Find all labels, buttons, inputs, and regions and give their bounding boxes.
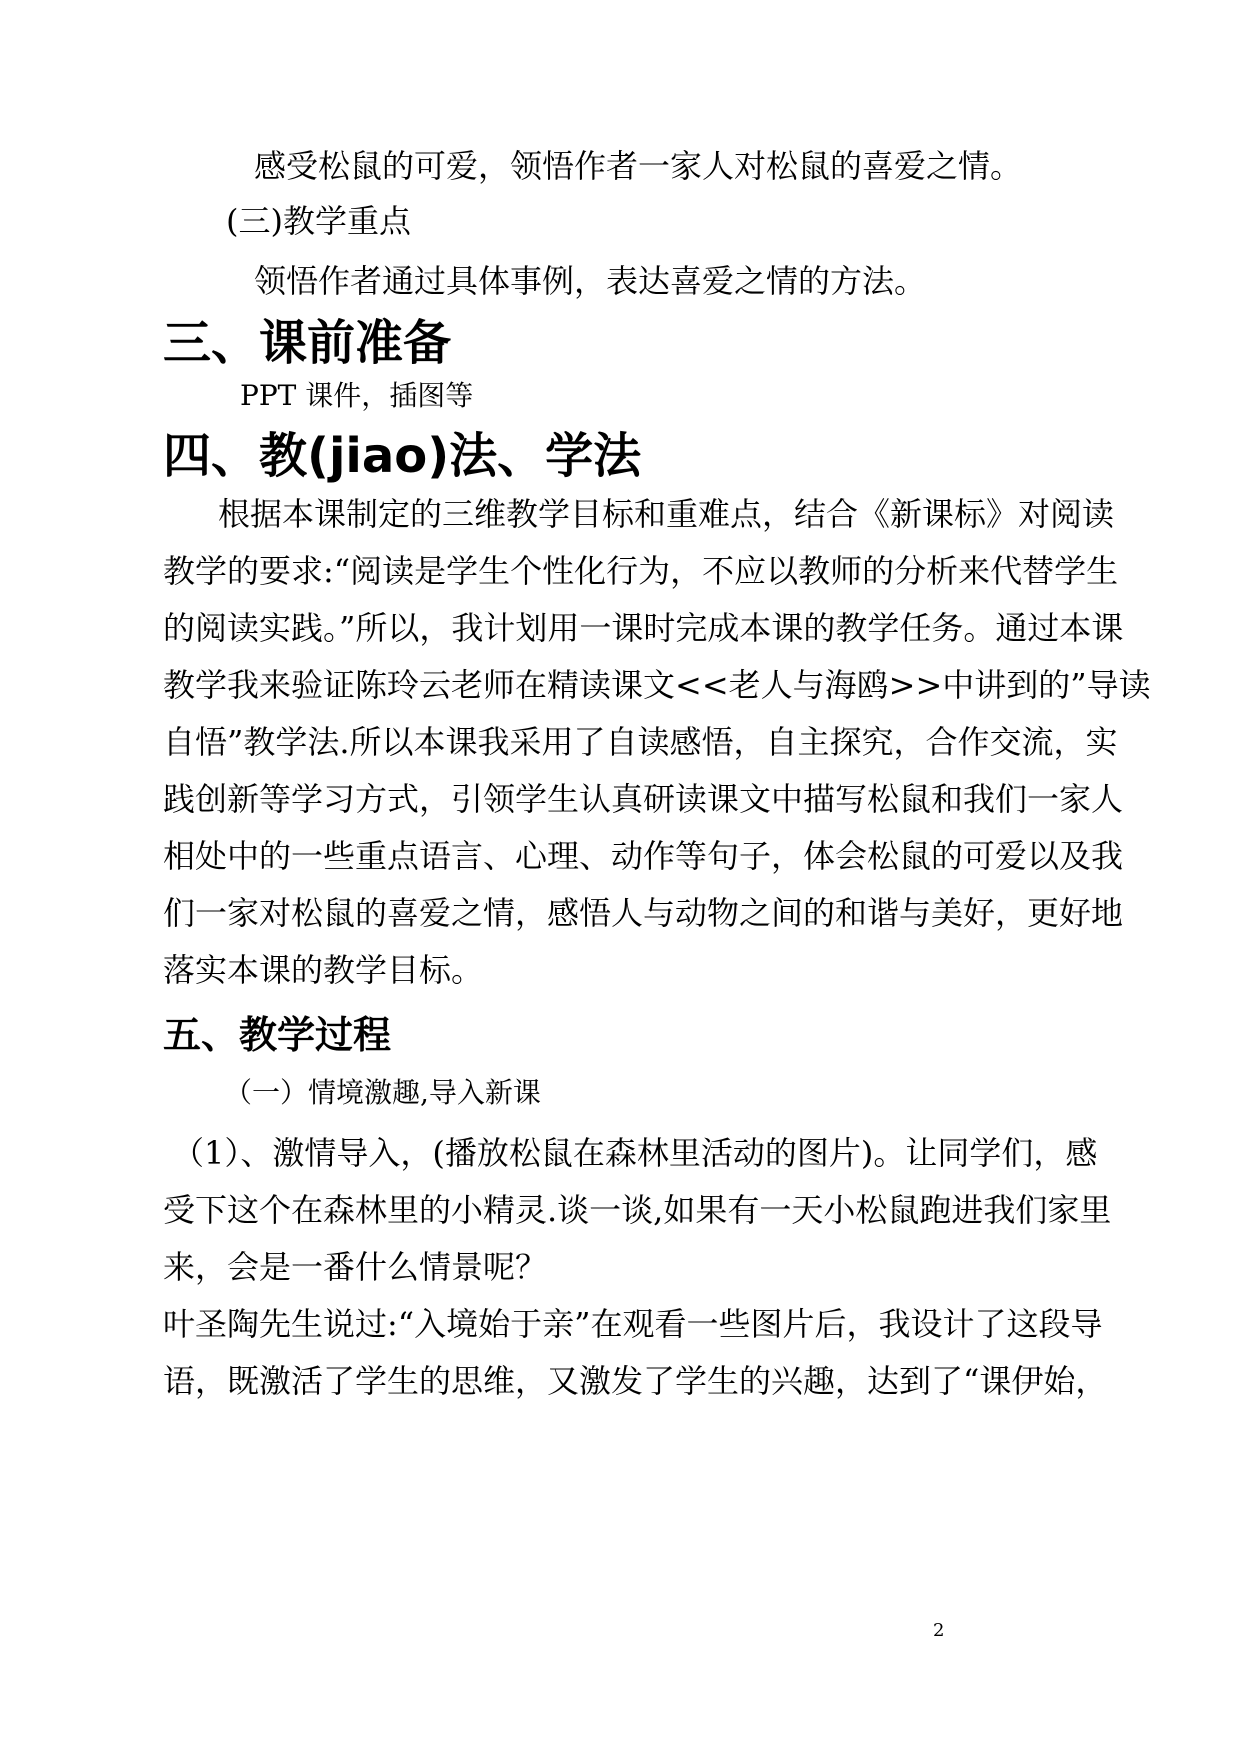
paragraph-line: 教学的要求:“阅读是学生个性化行为，不应以教师的分析来代替学生	[163, 552, 1119, 590]
paragraph-line: （1）、激情导入，(播放松鼠在森林里活动的图片)。让同学们，感	[172, 1134, 1098, 1172]
paragraph-line: 相处中的一些重点语言、心理、动作等句子，体会松鼠的可爱以及我	[163, 837, 1124, 875]
section-5-heading: 五、教学过程	[163, 1013, 392, 1057]
teaching-focus-subheading: (三)教学重点	[226, 202, 411, 240]
goal-text-line: 感受松鼠的可爱，领悟作者一家人对松鼠的喜爱之情。	[254, 147, 1023, 185]
paragraph-line: 践创新等学习方式，引领学生认真研读课文中描写松鼠和我们一家人	[163, 780, 1124, 818]
paragraph-line: 的阅读实践。”所以，我计划用一课时完成本课的教学任务。通过本课	[163, 609, 1124, 647]
teaching-focus-text: 领悟作者通过具体事例，表达喜爱之情的方法。	[254, 262, 927, 300]
section-4-heading: 四、教(jiao)法、学法	[163, 428, 642, 484]
paragraph-line: 语，既激活了学生的思维，又激发了学生的兴趣，达到了“课伊始，	[163, 1362, 1108, 1400]
paragraph-line: 叶圣陶先生说过:“入境始于亲”在观看一些图片后，我设计了这段导	[163, 1305, 1103, 1343]
section-3-text: PPT 课件，插图等	[240, 379, 474, 412]
page-number: 2	[933, 1620, 945, 1641]
paragraph-line: 落实本课的教学目标。	[163, 951, 484, 989]
section-3-heading: 三、课前准备	[163, 315, 452, 371]
paragraph-line: 来，会是一番什么情景呢？	[163, 1248, 548, 1286]
section-5-subheading: （一）情境激趣,导入新课	[224, 1076, 541, 1109]
paragraph-line: 们一家对松鼠的喜爱之情，感悟人与动物之间的和谐与美好，更好地	[163, 894, 1124, 932]
paragraph-line: 根据本课制定的三维教学目标和重难点，结合《新课标》对阅读	[218, 495, 1115, 533]
paragraph-line: 自悟”教学法.所以本课我采用了自读感悟，自主探究，合作交流，实	[163, 723, 1118, 761]
paragraph-line: 受下这个在森林里的小精灵.谈一谈,如果有一天小松鼠跑进我们家里	[163, 1191, 1112, 1229]
paragraph-line: 教学我来验证陈玲云老师在精读课文<<老人与海鸥>>中讲到的”导读	[163, 666, 1151, 704]
